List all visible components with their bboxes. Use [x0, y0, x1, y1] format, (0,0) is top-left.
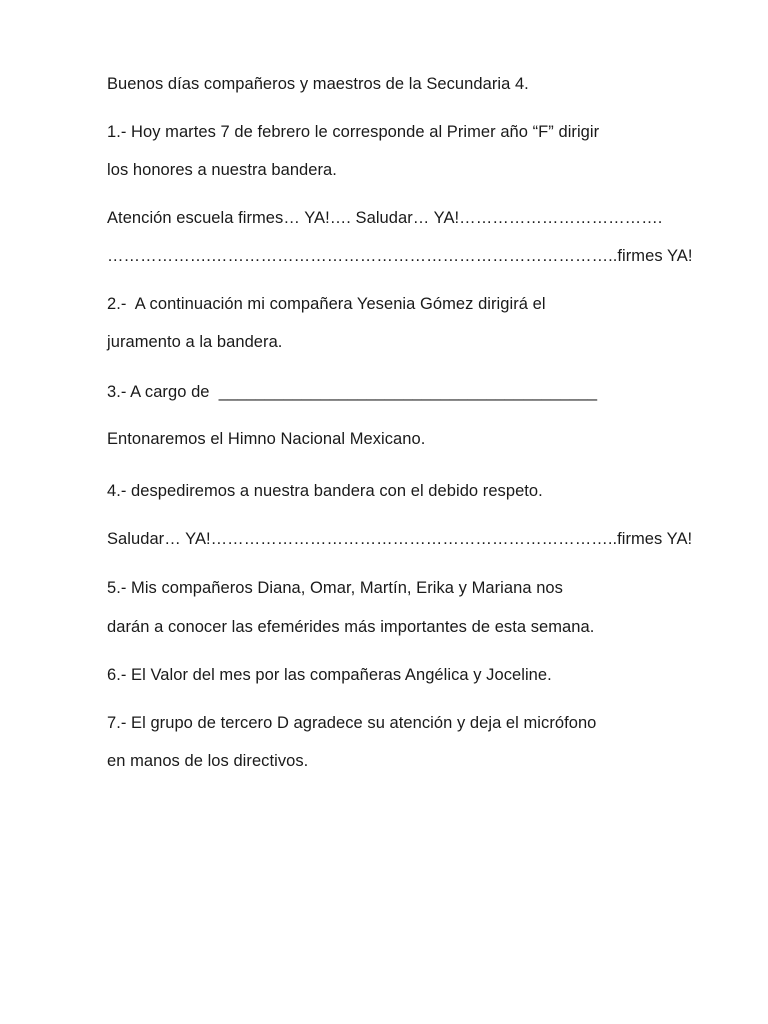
command-1-line-1: Atención escuela firmes… YA!…. Saludar… YA!……………………………….	[107, 209, 663, 227]
item-7-line-1: 7.- El grupo de tercero D agradece su atención y deja el micrófono	[107, 714, 597, 732]
item-2-line-2: juramento a la bandera.	[107, 333, 283, 351]
greeting-line: Buenos días compañeros y maestros de la Secundaria 4.	[107, 75, 529, 93]
command-1-line-2: ……………….………………………………………………………………..firmes YA!	[107, 247, 693, 265]
command-2-line-1: Saludar… YA!………………………………………………………………..firmes YA!	[107, 530, 693, 548]
item-7-line-2: en manos de los directivos.	[107, 752, 309, 770]
item-5-line-2: darán a conocer las efemérides más importantes de esta semana.	[107, 618, 595, 636]
item-6-line-1: 6.- El Valor del mes por las compañeras Angélica y Joceline.	[107, 666, 552, 684]
item-1-line-1: 1.- Hoy martes 7 de febrero le corresponde al Primer año “F” dirigir	[107, 123, 600, 141]
item-5-line-1: 5.- Mis compañeros Diana, Omar, Martín, Erika y Mariana nos	[107, 579, 563, 597]
item-3-line-1: 3.- A cargo de _________________________________________	[107, 383, 598, 401]
item-4-line-1: 4.- despediremos a nuestra bandera con el debido respeto.	[107, 482, 543, 500]
item-2-line-1: 2.- A continuación mi compañera Yesenia Gómez dirigirá el	[107, 295, 546, 313]
item-3-line-2: Entonaremos el Himno Nacional Mexicano.	[107, 430, 426, 448]
item-1-line-2: los honores a nuestra bandera.	[107, 161, 337, 179]
